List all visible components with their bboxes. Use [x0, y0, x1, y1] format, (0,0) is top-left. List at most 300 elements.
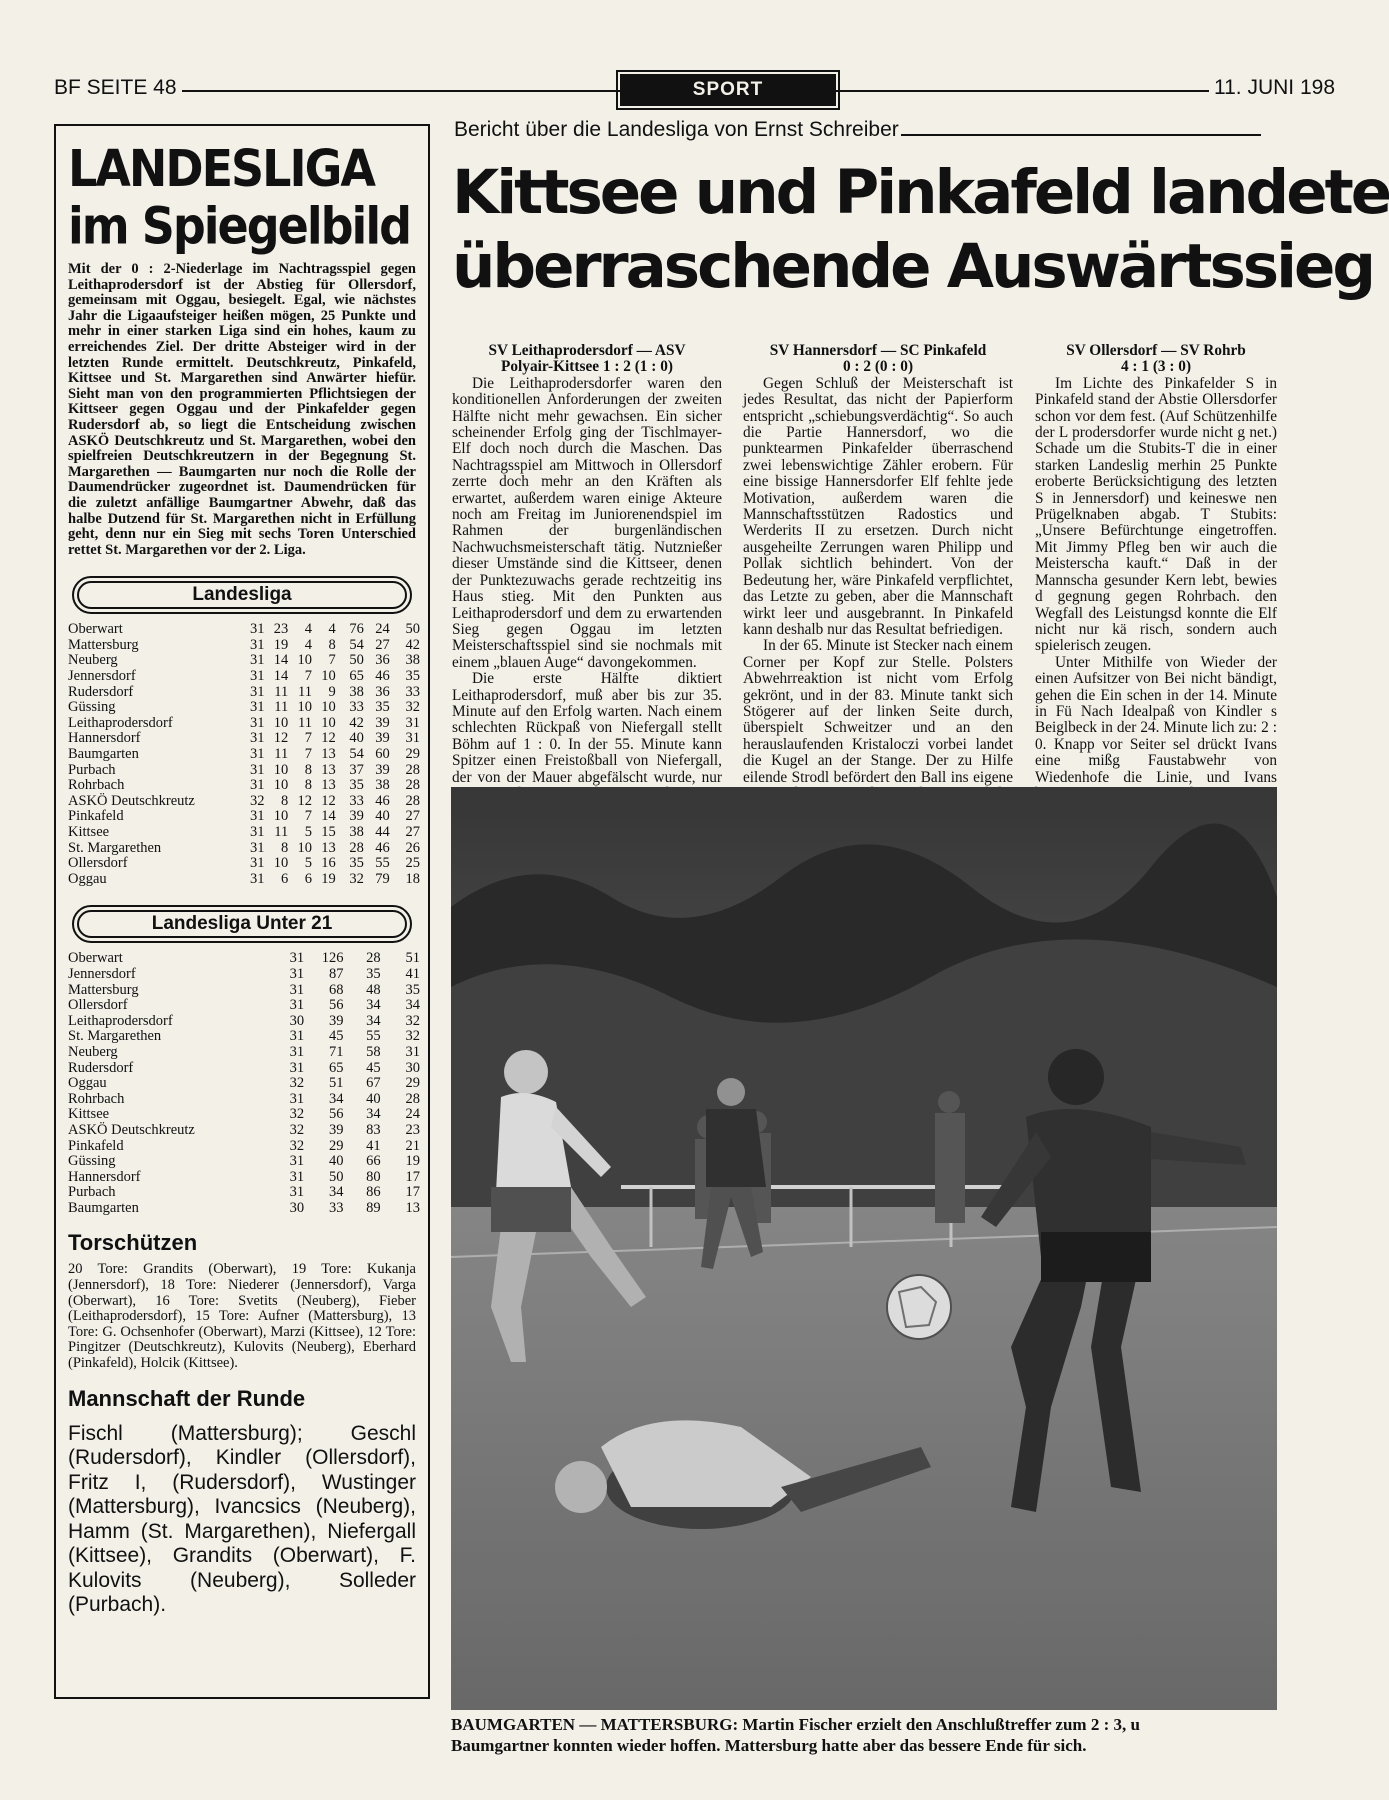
stat-cell: 67 [366, 1075, 381, 1092]
table-row [68, 669, 420, 685]
stat-cell: 9 [328, 683, 336, 700]
team-name: Jennersdorf [68, 965, 136, 982]
stat-cell: 32 [289, 1075, 305, 1092]
stat-cell: 6 [281, 870, 289, 887]
team-name: Rudersdorf [68, 1059, 134, 1076]
table-row [68, 1185, 420, 1201]
table-heading-frame [72, 905, 412, 943]
stat-cell: 56 [328, 1106, 344, 1123]
stat-cell: 14 [321, 808, 336, 825]
table-row [68, 1201, 420, 1217]
table-row [68, 967, 420, 983]
stat-cell: 28 [405, 761, 420, 778]
page-number: BF SEITE 48 [54, 76, 177, 99]
stat-cell: 40 [328, 1153, 344, 1170]
stat-cell: 7 [304, 746, 312, 763]
table-row [68, 983, 420, 999]
match-photo [451, 787, 1277, 1710]
caption-line2: Baumgartner konnten wieder hoffen. Mattersburg hatte aber das bessere Ende für sich. [451, 1736, 1087, 1755]
stat-cell: 31 [250, 777, 265, 794]
stat-cell: 29 [405, 1075, 420, 1092]
stat-cell: 66 [366, 1153, 381, 1170]
stat-cell: 10 [321, 668, 336, 685]
team-name: Mattersburg [68, 981, 139, 998]
stat-cell: 8 [281, 839, 289, 856]
table-row [68, 763, 420, 779]
stat-cell: 30 [405, 1059, 420, 1076]
team-name: Oberwart [68, 950, 123, 967]
kicker-text: Bericht über die Landesliga von Ernst Schreiber [454, 118, 899, 141]
paragraph: Unter Mithilfe von Wieder der einen Aufsitzer von Bei nicht bändigt, gehen die Ein schen in der 14. Minute in Fü Nach Idealpaß von Kindler s Beiglbeck in der 24. Minute lich zu: 2 : 0. Knapp vor Seiter sel drückt Ivans eine mißg Faustabwehr von Wiedenhofe die Linie, und Ivans [1035, 653, 1277, 786]
stat-cell: 35 [349, 777, 364, 794]
table-row [68, 825, 420, 841]
stat-cell: 17 [405, 1184, 420, 1201]
stat-cell: 23 [405, 1121, 420, 1138]
stat-cell: 41 [366, 1137, 381, 1154]
stat-cell: 36 [375, 652, 390, 669]
stat-cell: 31 [250, 808, 265, 825]
stat-cell: 33 [349, 792, 364, 809]
team-name: Rohrbach [68, 1090, 125, 1107]
photo-caption [451, 1714, 1277, 1756]
stat-cell: 10 [321, 699, 336, 716]
stat-cell: 37 [349, 761, 364, 778]
stat-cell: 10 [297, 839, 312, 856]
stat-cell: 48 [366, 981, 381, 998]
stat-cell: 31 [289, 1153, 305, 1170]
team-name: Rudersdorf [68, 683, 134, 700]
stat-cell: 54 [349, 746, 364, 763]
team-name: Ollersdorf [68, 855, 128, 872]
stat-cell: 40 [349, 730, 364, 747]
stat-cell: 11 [274, 683, 289, 700]
stat-cell: 58 [366, 1043, 381, 1060]
team-name: Hannersdorf [68, 730, 141, 747]
stat-cell: 34 [366, 1106, 381, 1123]
stat-cell: 33 [405, 683, 420, 700]
photo-overlay [451, 787, 1277, 1710]
stat-cell: 13 [405, 1199, 420, 1216]
stat-cell: 27 [375, 636, 390, 653]
table-row [68, 731, 420, 747]
stat-cell: 31 [250, 855, 265, 872]
team-name: St. Margarethen [68, 1028, 162, 1045]
team-name: Kittsee [68, 1106, 110, 1123]
stat-cell: 14 [273, 668, 289, 685]
stat-cell: 10 [273, 808, 289, 825]
table-row [68, 700, 420, 716]
team-name: Ollersdorf [68, 997, 128, 1014]
stat-cell: 31 [250, 839, 265, 856]
stat-cell: 51 [328, 1075, 344, 1092]
stat-cell: 27 [405, 824, 420, 840]
stat-cell: 31 [289, 981, 305, 998]
stat-cell: 46 [375, 668, 390, 685]
paragraph: Im Lichte des Pinkafelder S in Pinkafeld stand der Abstie Ollersdorfer schon vor dem fest. (Auf Schützenhilfe der L prodersdorfer wurde nicht g net.) Schade um die Stubits-T die in einer starken Landeslig merhin 25 Punkte eroberte Berücksichtigung des letzten S in Jennersdorf) und keineswe nen Prügelknaben abgab. T Stubits: „Unsere Befürchtunge eingetroffen. Mit Jimmy Pfleg ben wir auch die Meisterscha kauft.“ Daß in der Mannscha gesunder Kern lebt, bewies d gegnung gegen Rohrbach. den Wegfall des Leistungsd konnte die Elf nicht nur kä risch, sondern auch spielerisch zeugen. [1035, 374, 1277, 655]
stat-cell: 50 [405, 621, 420, 638]
table-row [68, 1061, 420, 1077]
stat-cell: 11 [274, 824, 289, 840]
stat-cell: 31 [289, 997, 305, 1014]
stat-cell: 31 [289, 965, 305, 982]
match-score: 4 : 1 (3 : 0) [1120, 358, 1192, 376]
stat-cell: 13 [321, 777, 336, 794]
stat-cell: 31 [250, 761, 265, 778]
team-name: Baumgarten [68, 1199, 139, 1216]
stat-cell: 19 [321, 870, 336, 887]
stat-cell: 44 [375, 824, 390, 840]
stat-cell: 38 [349, 683, 364, 700]
stat-cell: 32 [349, 870, 364, 887]
table-row [68, 1107, 420, 1123]
stat-cell: 31 [405, 730, 420, 747]
section-label: SPORT [620, 74, 836, 106]
scorers-text: 20 Tore: Grandits (Oberwart), 19 Tore: Kukanja (Jennersdorf), 18 Tore: Niederer (Jennersdorf), Varga (Oberwart), 16 Tore: Svetits (Neuberg), Fieber (Leithaprodersdorf), 15 Tore: Aufner (Mattersburg), 13 Tore: G. Ochsenhofer (Oberwart), Marzi (Kittsee), 12 Tore: Pingitzer (Deutschkreutz), Kulovits (Neuberg), Eberhard (Pinkafeld), Holcik (Kittsee). [68, 1261, 416, 1372]
stat-cell: 10 [273, 777, 289, 794]
table-row [68, 685, 420, 701]
stat-cell: 32 [405, 699, 420, 716]
stat-cell: 39 [375, 730, 390, 747]
stat-cell: 4 [304, 621, 312, 638]
stat-cell: 31 [405, 714, 420, 731]
team-name: Rohrbach [68, 777, 125, 794]
sidebar-intro: Mit der 0 : 2-Niederlage im Nachtragsspiel gegen Leithaprodersdorf ist der Abstieg für Ollersdorf, gemeinsam mit Oggau, besiegelt. Egal, wie nächstes Jahr die Ligaaufsteiger heißen mögen, 25 Punkte und mehr in einer starken Liga sind ein hohes, kaum zu erreichendes Ziel. Der dritte Absteiger wird in der letzten Runde ermittelt. Deutschkreutz, Pinkafeld, Kittsee und St. Margarethen sind Anwärter hiefür. Sieht man von den programmierten Pflichtsiegen der Kittseer gegen Oggau und der Pinkafelder gegen Rudersdorf ab, so liegt die Entscheidung zwischen ASKÖ Deutschkreutz und St. Margarethen, wobei den spielfreien Deutschkreutzern in der Begegnung St. Margarethen — Baumgarten nur noch die Rolle der Daumendrücker zugeordnet ist. Daumendrücken für die zuletzt anfällige Baumgartner Abwehr, daß das halbe Dutzend für St. Margarethen nicht in Erfüllung geht, denn nur ein Sieg mit sechs Toren Unterschied rettet St. Margarethen vor der 2. Liga. [68, 261, 416, 558]
stat-cell: 68 [328, 981, 344, 998]
stat-cell: 29 [405, 746, 420, 763]
stat-cell: 6 [304, 870, 312, 887]
stat-cell: 11 [274, 746, 289, 763]
stat-cell: 8 [281, 792, 289, 809]
stat-cell: 14 [273, 652, 289, 669]
stat-cell: 40 [375, 808, 390, 825]
stat-cell: 46 [375, 839, 390, 856]
table-row [68, 716, 420, 732]
article-kicker [454, 118, 1261, 142]
stat-cell: 10 [297, 652, 312, 669]
stat-cell: 5 [304, 824, 312, 840]
stat-cell: 31 [289, 1059, 305, 1076]
team-name: Neuberg [68, 652, 118, 669]
stat-cell: 31 [250, 730, 265, 747]
stat-cell: 34 [328, 1090, 344, 1107]
sidebar-title-line1: LANDESLIGA [68, 138, 374, 199]
scorers-title: Torschützen [68, 1230, 198, 1256]
stat-cell: 45 [328, 1028, 344, 1045]
stat-cell: 87 [328, 965, 344, 982]
stat-cell: 31 [405, 1043, 420, 1060]
stat-cell: 39 [375, 761, 390, 778]
stat-cell: 32 [405, 1012, 420, 1029]
table-row [68, 1170, 420, 1186]
stat-cell: 27 [405, 808, 420, 825]
headline-line1: Kittsee und Pinkafeld landete [452, 157, 1389, 228]
stat-cell: 34 [366, 1012, 381, 1029]
stat-cell: 13 [321, 839, 336, 856]
match-score: 0 : 2 (0 : 0) [842, 358, 914, 376]
table-row [68, 747, 420, 763]
stat-cell: 35 [405, 668, 420, 685]
stat-cell: 24 [405, 1106, 420, 1123]
stat-cell: 30 [289, 1199, 305, 1216]
stat-cell: 41 [405, 965, 420, 982]
stat-cell: 29 [328, 1137, 344, 1154]
stat-cell: 24 [375, 621, 390, 638]
kicker-rule [901, 134, 1261, 136]
stat-cell: 10 [273, 855, 289, 872]
table-row [68, 951, 420, 967]
stat-cell: 76 [349, 621, 364, 638]
stat-cell: 19 [273, 636, 289, 653]
stat-cell: 7 [304, 668, 312, 685]
team-name: Leithaprodersdorf [68, 1012, 173, 1029]
stat-cell: 31 [250, 668, 265, 685]
stat-cell: 31 [289, 1090, 305, 1107]
team-name: Leithaprodersdorf [68, 714, 173, 731]
stat-cell: 8 [304, 761, 312, 778]
u21-standings-table [68, 951, 420, 1216]
team-name: Pinkafeld [68, 808, 124, 825]
table-row [68, 1154, 420, 1170]
stat-cell: 31 [250, 714, 265, 731]
header-rule-right [784, 90, 1209, 92]
stat-cell: 34 [366, 997, 381, 1014]
stat-cell: 7 [304, 808, 312, 825]
standings-table [68, 622, 420, 887]
match-heading: SV Leithaprodersdorf — ASV [488, 342, 686, 359]
stat-cell: 32 [289, 1106, 305, 1123]
team-of-round-text: Fischl (Mattersburg); Geschl (Rudersdorf), Kindler (Ollersdorf), Fritz I, (Rudersdorf), Wustinger (Mattersburg), Ivancsics (Neuberg), Hamm (St. Margarethen), Niefergall (Kittsee), Grandits (Oberwart), F. Kulovits (Neuberg), Solleder (Purbach). [68, 1421, 416, 1617]
stat-cell: 55 [366, 1028, 381, 1045]
team-name: Kittsee [68, 824, 110, 840]
stat-cell: 8 [304, 777, 312, 794]
stat-cell: 38 [375, 777, 390, 794]
table-row [68, 1029, 420, 1045]
team-name: Purbach [68, 1184, 116, 1201]
stat-cell: 31 [289, 950, 305, 967]
article-headline [452, 156, 1389, 304]
table-heading-frame [72, 576, 412, 614]
headline-line2: überraschende Auswärtssieg [452, 231, 1374, 302]
team-name: Neuberg [68, 1043, 118, 1060]
article-column-1 [452, 342, 722, 786]
caption-line1: BAUMGARTEN — MATTERSBURG: Martin Fischer erzielt den Anschlußtreffer zum 2 : 3, u [451, 1715, 1140, 1734]
team-name: Oggau [68, 1075, 107, 1092]
stat-cell: 12 [273, 730, 289, 747]
stat-cell: 35 [349, 855, 364, 872]
stat-cell: 36 [375, 683, 390, 700]
stat-cell: 39 [328, 1121, 344, 1138]
stat-cell: 31 [250, 683, 265, 700]
issue-date: 11. JUNI 198 [1214, 76, 1336, 99]
table-row [68, 778, 420, 794]
stat-cell: 80 [366, 1168, 381, 1185]
team-name: Güssing [68, 699, 116, 716]
stat-cell: 32 [405, 1028, 420, 1045]
team-of-round-title: Mannschaft der Runde [68, 1385, 306, 1411]
stat-cell: 15 [321, 824, 336, 840]
stat-cell: 18 [405, 870, 420, 887]
match-heading: SV Hannersdorf — SC Pinkafeld [769, 342, 987, 359]
stat-cell: 46 [375, 792, 390, 809]
stat-cell: 7 [328, 652, 336, 669]
stat-cell: 8 [328, 636, 336, 653]
header-rule-left [182, 90, 620, 92]
team-name: Oggau [68, 870, 107, 887]
stat-cell: 31 [250, 746, 265, 763]
stat-cell: 21 [405, 1137, 420, 1154]
stat-cell: 34 [405, 997, 420, 1014]
stat-cell: 31 [289, 1184, 305, 1201]
table-row [68, 809, 420, 825]
stat-cell: 33 [349, 699, 364, 716]
stat-cell: 35 [375, 699, 390, 716]
stat-cell: 60 [375, 746, 390, 763]
stat-cell: 23 [273, 621, 289, 638]
team-name: ASKÖ Deutschkreutz [68, 1121, 195, 1138]
stat-cell: 4 [328, 621, 336, 638]
article-column-3 [1035, 342, 1277, 786]
stat-cell: 45 [366, 1059, 381, 1076]
stat-cell: 32 [289, 1137, 305, 1154]
stat-cell: 42 [349, 714, 364, 731]
stat-cell: 39 [375, 714, 390, 731]
table-row [68, 622, 420, 638]
stat-cell: 55 [375, 855, 390, 872]
team-name: Mattersburg [68, 636, 139, 653]
sidebar-title [68, 140, 416, 254]
stat-cell: 79 [375, 870, 390, 887]
stat-cell: 89 [366, 1199, 381, 1216]
stat-cell: 33 [328, 1199, 344, 1216]
stat-cell: 31 [289, 1028, 305, 1045]
stat-cell: 11 [274, 699, 289, 716]
table-row [68, 1076, 420, 1092]
stat-cell: 126 [321, 950, 344, 967]
paragraph: Die erste Hälfte diktiert Leithaprodersdorf, muß aber bis zur 35. Minute auf den Erfolg warten. Nach einem schlechten Rückpaß von Niefergall stellt Böhm auf 1 : 0. In der 55. Minute kann Spitzer einen Freistoßball von Niefergall, der von der Mauer abgefälscht wurde, nur [452, 670, 722, 786]
table-row [68, 794, 420, 810]
paragraph: Die Leithaprodersdorfer waren den konditionellen Anforderungen der zweiten Hälfte nicht mehr gewachsen. Ein sicher scheinender Erfolg ging der Tischlmayer-Elf doch noch durch die Maschen. Das Nachtragsspiel am Mittwoch in Ollersdorf zerrte doch mehr an den Kräften als erwartet, außerdem waren einige Akteure noch am Freitag im Juniorenendspiel im Rahmen der burgenländischen Nachwuchsmeisterschaft tätig. Nutznießer dieser Umstände sind die Kittseer, denen der Punktezuwachs gerade rechtzeitig ins Haus stieg. Mit den Punkten aus Leithaprodersdorf und dem zu erwartenden Sieg gegen Oggau im letzten Meisterschaftsspiel sind sie nochmals mit einem „blauen Auge“ davongekommen. [452, 374, 722, 671]
stat-cell: 30 [289, 1012, 305, 1029]
stat-cell: 35 [366, 965, 381, 982]
table-row [68, 1123, 420, 1139]
page-header [54, 74, 1336, 108]
stat-cell: 28 [349, 839, 364, 856]
stat-cell: 16 [321, 855, 336, 872]
team-name: Jennersdorf [68, 668, 136, 685]
stat-cell: 12 [321, 730, 336, 747]
stat-cell: 28 [405, 777, 420, 794]
stat-cell: 35 [405, 981, 420, 998]
table-row [68, 872, 420, 888]
stat-cell: 19 [405, 1153, 420, 1170]
stat-cell: 26 [405, 839, 420, 856]
photo-illustration [451, 787, 1277, 1710]
table1-title: Landesliga [77, 581, 407, 609]
stat-cell: 31 [250, 824, 265, 840]
stat-cell: 42 [405, 636, 420, 653]
paragraph: Gegen Schluß der Meisterschaft ist jedes Resultat, das nicht der Papierform entspricht „schiebungsverdächtig“. So auch die Partie Hannersdorf, wo die punktearmen Pinkafelder überraschend zwei lebenswichtige Zähler erobern. Für eine bissige Hannersdorfer Elf fehlte jede Motivation, außerdem waren die Mannschaftsstützen Radostics und Werderits II zu ersetzen. Durch nicht ausgeheilte Zerrungen waren Philipp und Pollak sichtlich behindert. Von der Bedeutung her, wäre Pinkafeld verpflichtet, das Letzte zu geben, aber die Mannschaft wirkt leer und ausgebrannt. In Pinkafeld kann deshalb nur das Resultat befriedigen. [743, 374, 1013, 638]
table-row [68, 653, 420, 669]
stat-cell: 31 [250, 699, 265, 716]
stat-cell: 25 [405, 855, 420, 872]
stat-cell: 13 [321, 761, 336, 778]
table2-title: Landesliga Unter 21 [77, 910, 407, 938]
stat-cell: 56 [328, 997, 344, 1014]
table-row [68, 856, 420, 872]
table-row [68, 998, 420, 1014]
stat-cell: 31 [250, 870, 265, 887]
stat-cell: 13 [321, 746, 336, 763]
stat-cell: 10 [321, 714, 336, 731]
stat-cell: 4 [304, 636, 312, 653]
stat-cell: 11 [298, 683, 312, 700]
table-row [68, 841, 420, 857]
stat-cell: 12 [297, 792, 312, 809]
stat-cell: 65 [328, 1059, 344, 1076]
table-row [68, 1045, 420, 1061]
stat-cell: 31 [289, 1168, 305, 1185]
table-row [68, 1014, 420, 1030]
stat-cell: 34 [328, 1184, 344, 1201]
team-name: St. Margarethen [68, 839, 162, 856]
match-heading: SV Ollersdorf — SV Rohrb [1066, 342, 1246, 359]
stat-cell: 50 [349, 652, 364, 669]
team-name: Hannersdorf [68, 1168, 141, 1185]
stat-cell: 39 [349, 808, 364, 825]
stat-cell: 71 [328, 1043, 344, 1060]
sidebar-box [54, 124, 430, 1699]
table-row [68, 1092, 420, 1108]
stat-cell: 11 [298, 714, 312, 731]
sidebar-title-line2: im Spiegelbild [68, 196, 411, 256]
stat-cell: 83 [366, 1121, 381, 1138]
team-name: Güssing [68, 1153, 116, 1170]
stat-cell: 38 [405, 652, 420, 669]
team-name: Oberwart [68, 621, 123, 638]
stat-cell: 54 [349, 636, 364, 653]
stat-cell: 65 [349, 668, 364, 685]
team-name: Baumgarten [68, 746, 139, 763]
stat-cell: 31 [289, 1043, 305, 1060]
stat-cell: 31 [250, 621, 265, 638]
stat-cell: 10 [273, 714, 289, 731]
stat-cell: 50 [328, 1168, 344, 1185]
stat-cell: 31 [250, 652, 265, 669]
stat-cell: 10 [297, 699, 312, 716]
team-name: ASKÖ Deutschkreutz [68, 792, 195, 809]
stat-cell: 40 [366, 1090, 381, 1107]
stat-cell: 32 [289, 1121, 305, 1138]
team-name: Pinkafeld [68, 1137, 124, 1154]
article-column-2 [743, 342, 1013, 786]
stat-cell: 28 [405, 1090, 420, 1107]
stat-cell: 39 [328, 1012, 344, 1029]
stat-cell: 32 [250, 792, 265, 809]
stat-cell: 28 [405, 792, 420, 809]
stat-cell: 12 [321, 792, 336, 809]
stat-cell: 28 [366, 950, 381, 967]
stat-cell: 51 [405, 950, 420, 967]
stat-cell: 10 [273, 761, 289, 778]
paragraph: In der 65. Minute ist Stecker nach einem Corner per Kopf zur Stelle. Polsters Abwehrreaktion ist nicht vom Erfolg gekrönt, und in der 83. Minute tankt sich Stögerer auf der linken Seite durch, überspielt Schweitzer und an den herauslaufenden Kristaloczi vorbei landet die Kugel an der Stange. Der zu Hilfe eilende Strodl befördert den Ball ins eigene [743, 637, 1013, 786]
stat-cell: 17 [405, 1168, 420, 1185]
stat-cell: 38 [349, 824, 364, 840]
stat-cell: 5 [304, 855, 312, 872]
match-score: Polyair-Kittsee 1 : 2 (1 : 0) [501, 358, 673, 376]
stat-cell: 7 [304, 730, 312, 747]
stat-cell: 86 [366, 1184, 381, 1201]
team-name: Purbach [68, 761, 116, 778]
